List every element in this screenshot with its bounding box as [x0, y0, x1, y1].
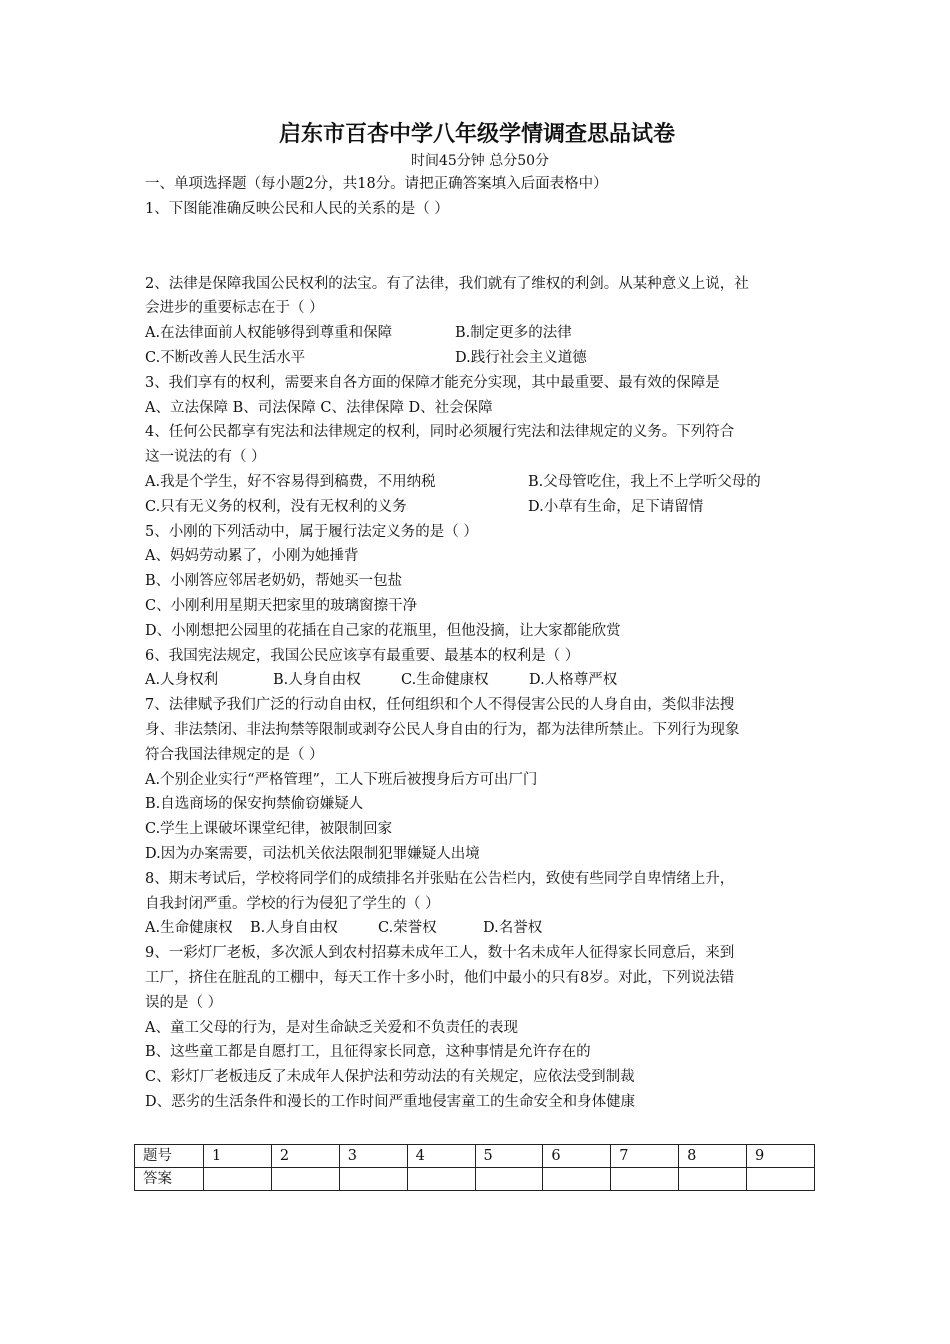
answer-cell[interactable] — [271, 1168, 339, 1191]
option-c: C.不断改善人民生活水平 — [145, 349, 306, 366]
option-d: D.人格尊严权 — [529, 672, 618, 689]
question-9-stem-cont: 工厂，挤住在脏乱的工棚中，每天工作十多小时，他们中最小的只有8岁。对此，下列说法错 — [145, 969, 735, 986]
option-b: B.人身自由权 — [250, 920, 338, 937]
table-cell: 1 — [204, 1145, 272, 1168]
answer-cell[interactable] — [679, 1168, 747, 1191]
section-heading: 一、单项选择题（每小题2分，共18分。请把正确答案填入后面表格中） — [145, 176, 608, 192]
answer-cell[interactable] — [611, 1168, 679, 1191]
question-7-stem-cont: 身、非法禁闭、非法拘禁等限制或剥夺公民人身自由的行为，都为法律所禁止。下列行为现象 — [145, 721, 740, 738]
question-7-option-a: A.个别企业实行“严格管理”，工人下班后被搜身后方可出厂门 — [145, 771, 538, 788]
option-d: D.名誉权 — [483, 920, 543, 937]
answer-table — [134, 1144, 815, 1191]
question-9-option-a: A、童工父母的行为，是对生命缺乏关爱和不负责任的表现 — [145, 1019, 518, 1036]
question-3-options: A、立法保障 B、司法保障 C、法律保障 D、社会保障 — [145, 399, 493, 416]
question-5-option-c: C、小刚利用星期天把家里的玻璃窗擦干净 — [145, 597, 418, 614]
question-9-stem: 9、一彩灯厂老板，多次派人到农村招募未成年工人，数十名未成年人征得家长同意后，来到 — [145, 945, 735, 962]
table-row — [135, 1145, 815, 1168]
figure-placeholder — [145, 222, 815, 272]
option-a: A.我是个学生，好不容易得到稿费，不用纳税 — [145, 473, 436, 490]
question-7-option-c: C.学生上课破坏课堂纪律，被限制回家 — [145, 821, 393, 838]
option-b: B.人身自由权 — [273, 672, 361, 689]
answer-cell[interactable] — [747, 1168, 815, 1191]
option-b: B.父母管吃住，我上不上学听父母的 — [528, 473, 761, 490]
question-9-option-d: D、恶劣的生活条件和漫长的工作时间严重地侵害童工的生命安全和身体健康 — [145, 1093, 636, 1110]
question-8-options — [145, 916, 815, 941]
question-4-options-cd — [145, 495, 815, 520]
table-cell: 5 — [475, 1145, 543, 1168]
question-7-stem: 7、法律赋予我们广泛的行动自由权，任何组织和个人不得侵害公民的人身自由，类似非法搜 — [145, 697, 735, 714]
exam-page — [145, 118, 815, 1115]
exam-title: 启东市百杏中学八年级学情调查思品试卷 — [278, 121, 675, 147]
option-c: C.只有无义务的权利，没有无权利的义务 — [145, 498, 407, 515]
table-cell: 3 — [339, 1145, 407, 1168]
answer-cell[interactable] — [407, 1168, 475, 1191]
option-a: A.在法律面前人权能够得到尊重和保障 — [145, 325, 393, 342]
table-cell: 2 — [271, 1145, 339, 1168]
option-d: D.小草有生命，足下请留情 — [528, 498, 704, 515]
question-4-stem: 4、任何公民都享有宪法和法律规定的权利，同时必须履行宪法和法律规定的义务。下列符合 — [145, 424, 735, 441]
question-2-options-ab — [145, 321, 815, 346]
question-9-option-b: B、这些童工都是自愿打工，且征得家长同意，这种事情是允许存在的 — [145, 1044, 591, 1061]
option-b: B.制定更多的法律 — [455, 325, 572, 342]
answer-cell[interactable] — [475, 1168, 543, 1191]
question-5-option-b: B、小刚答应邻居老奶奶，帮她买一包盐 — [145, 573, 403, 590]
question-6-options — [145, 668, 815, 693]
question-7-option-b: B.自选商场的保安拘禁偷窃嫌疑人 — [145, 796, 364, 813]
table-cell: 8 — [679, 1145, 747, 1168]
question-6-stem: 6、我国宪法规定，我国公民应该享有最重要、最基本的权利是（ ） — [145, 647, 580, 664]
question-2-stem: 2、法律是保障我国公民权利的法宝。有了法律，我们就有了维权的利剑。从某种意义上说，社 — [145, 275, 749, 292]
exam-subtitle: 时间45分钟 总分50分 — [410, 153, 550, 169]
option-d: D.践行社会主义道德 — [455, 349, 587, 366]
question-7-stem-cont2: 符合我国法律规定的是（ ） — [145, 746, 324, 763]
answer-cell[interactable] — [204, 1168, 272, 1191]
answer-cell[interactable] — [339, 1168, 407, 1191]
question-5-option-d: D、小刚想把公园里的花插在自己家的花瓶里，但他没摘，让大家都能欣赏 — [145, 622, 621, 639]
question-2-options-cd — [145, 346, 815, 371]
question-5-stem: 5、小刚的下列活动中，属于履行法定义务的是（ ） — [145, 523, 478, 540]
question-4-stem-cont: 这一说法的有（ ） — [145, 449, 266, 466]
question-7-option-d: D.因为办案需要，司法机关依法限制犯罪嫌疑人出境 — [145, 845, 480, 862]
table-cell: 6 — [543, 1145, 611, 1168]
option-a: A.生命健康权 — [145, 920, 233, 937]
option-c: C.生命健康权 — [401, 672, 489, 689]
table-header-number: 题号 — [135, 1145, 204, 1168]
question-3-stem: 3、我们享有的权利，需要来自各方面的保障才能充分实现，其中最重要、最有效的保障是 — [145, 374, 720, 391]
table-cell: 7 — [611, 1145, 679, 1168]
question-8-stem-cont: 自我封闭严重。学校的行为侵犯了学生的（ ） — [145, 895, 440, 912]
question-5-option-a: A、妈妈劳动累了，小刚为她捶背 — [145, 548, 359, 565]
table-row — [135, 1168, 815, 1191]
question-4-options-ab — [145, 470, 815, 495]
table-cell: 9 — [747, 1145, 815, 1168]
option-c: C.荣誉权 — [378, 920, 437, 937]
option-a: A.人身权利 — [145, 672, 219, 689]
table-header-answer: 答案 — [135, 1168, 204, 1191]
question-9-option-c: C、彩灯厂老板违反了未成年人保护法和劳动法的有关规定，应依法受到制裁 — [145, 1069, 635, 1086]
table-cell: 4 — [407, 1145, 475, 1168]
answer-cell[interactable] — [543, 1168, 611, 1191]
question-2-stem-cont: 会进步的重要标志在于（ ） — [145, 300, 324, 317]
question-1: 1、下图能准确反映公民和人民的关系的是（ ） — [145, 200, 449, 217]
question-8-stem: 8、期末考试后，学校将同学们的成绩排名并张贴在公告栏内，致使有些同学自卑情绪上升， — [145, 870, 735, 887]
question-9-stem-cont2: 误的是（ ） — [145, 994, 223, 1011]
